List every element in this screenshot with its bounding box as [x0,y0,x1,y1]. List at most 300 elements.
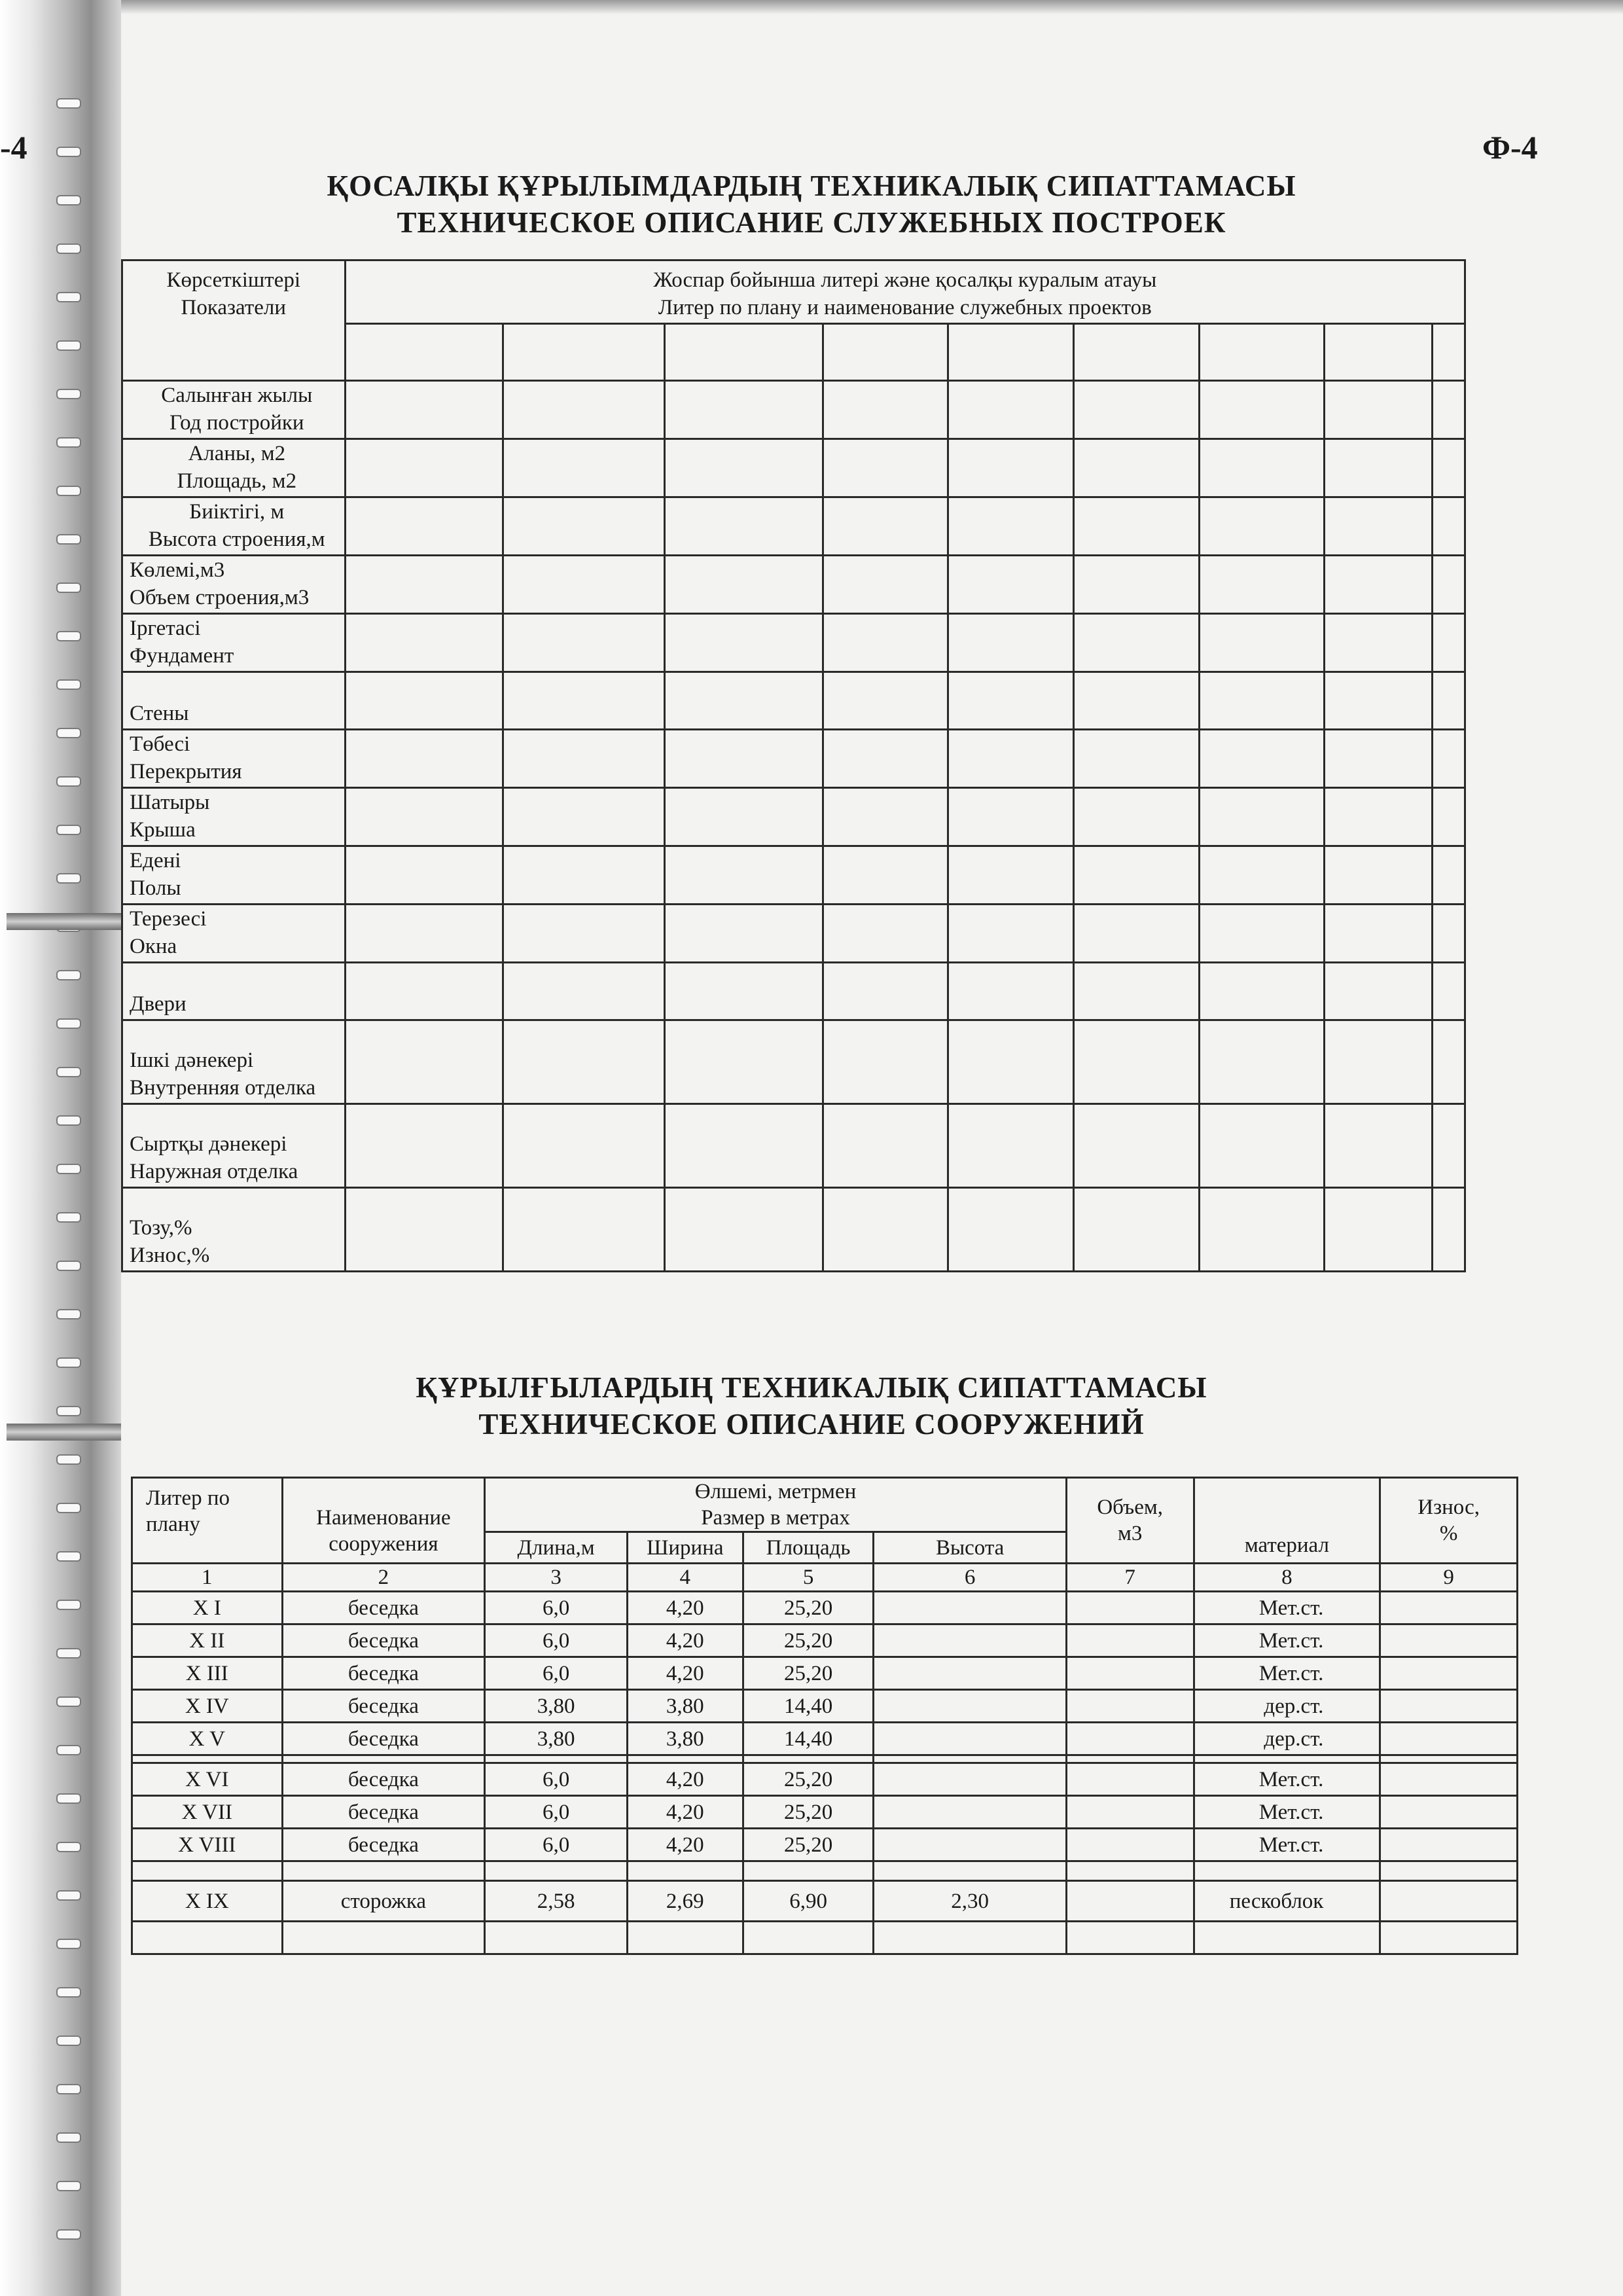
structure-wear-cell [1380,1690,1518,1723]
outbuilding-value-cell [345,788,503,846]
binder-ring [56,873,81,884]
outbuilding-value-cell [823,439,948,497]
indicator-label [122,1188,346,1272]
column-number: 3 [485,1564,628,1592]
structure-name-cell: беседка [282,1657,485,1690]
outbuilding-value-cell [948,381,1074,439]
indicators-header-kz: Көрсеткіштері [166,268,301,292]
indicator-label-ru: Внутренняя отделка [130,1076,316,1100]
structure-width-cell: 4,20 [627,1829,743,1861]
table-cell [1380,1861,1518,1881]
indicator-label-ru: Площадь, м2 [177,469,297,493]
outbuilding-value-cell [1325,963,1432,1020]
indicator-label-kz: Ішкі дәнекері [130,1049,254,1072]
binder-ring [56,728,81,738]
binder-ring [56,437,81,448]
structure-height-cell: 2,30 [874,1881,1066,1922]
spacer-row [132,1861,1518,1881]
outbuilding-value-cell [1199,439,1325,497]
structure-height-cell [874,1796,1066,1829]
outbuilding-value-cell [345,846,503,905]
outbuildings-title-kz: ҚОСАЛҚЫ ҚҰРЫЛЫМДАРДЫҢ ТЕХНИКАЛЫҚ СИПАТТАМАСЫ [327,170,1296,202]
outbuilding-value-cell [1073,1188,1199,1272]
structure-name-cell: беседка [282,1723,485,1755]
outbuilding-value-cell [503,672,664,730]
outbuilding-value-cell [1325,1188,1432,1272]
structure-material-cell: Мет.ст. [1194,1592,1380,1624]
structures-title-kz: ҚҰРЫЛҒЫЛАРДЫҢ ТЕХНИКАЛЫҚ СИПАТТАМАСЫ [416,1371,1207,1404]
table-cell [282,1922,485,1954]
outbuilding-value-cell [1325,730,1432,788]
outbuilding-value-cell [1073,556,1199,614]
indicator-label-kz: Двери [130,992,187,1016]
outbuilding-value-cell [1325,672,1432,730]
structure-liter-cell: X V [132,1723,283,1755]
indicator-label-kz: Тозу,% [130,1216,192,1240]
structure-volume-cell [1066,1592,1194,1624]
table-cell [1325,324,1432,381]
outbuilding-value-cell [345,556,503,614]
structure-wear-cell [1380,1723,1518,1755]
indicator-label [122,905,346,963]
structure-liter-cell: X IX [132,1881,283,1922]
binder-ring [56,1406,81,1416]
column-number: 8 [1194,1564,1380,1592]
binder-ring [56,679,81,690]
outbuilding-value-cell [948,556,1074,614]
structure-material-cell: Мет.ст. [1194,1829,1380,1861]
structure-liter-cell: X IV [132,1690,283,1723]
outbuilding-value-cell [664,905,823,963]
structure-row [132,1690,1518,1723]
binder-ring [56,825,81,835]
outbuilding-value-cell [503,614,664,672]
outbuilding-value-cell [1325,556,1432,614]
structure-length-cell: 6,0 [485,1796,628,1829]
outbuilding-value-cell [1073,1104,1199,1188]
indicator-label-kz: Салынған жылы [161,384,313,407]
column-number: 2 [282,1564,485,1592]
structure-wear-cell [1380,1881,1518,1922]
structure-material-cell: пескоблок [1194,1881,1380,1922]
structure-area-cell: 6,90 [743,1881,874,1922]
outbuilding-value-cell [1199,1188,1325,1272]
outbuilding-value-cell [345,672,503,730]
table-cell [1066,1922,1194,1954]
structures-title-ru: ТЕХНИЧЕСКОЕ ОПИСАНИЕ СООРУЖЕНИЙ [478,1408,1145,1441]
structures-title [131,1369,1492,1443]
outbuilding-value-cell [823,1020,948,1104]
table-cell [627,1755,743,1763]
outbuilding-value-cell [948,1104,1074,1188]
structure-area-cell: 25,20 [743,1592,874,1624]
binder-ring [56,2181,81,2191]
structure-liter-cell: X VII [132,1796,283,1829]
outbuilding-value-cell [1432,1020,1465,1104]
outbuilding-value-cell [1073,846,1199,905]
table-cell [948,324,1074,381]
structures-table [131,1477,1518,1955]
indicator-label [122,846,346,905]
outbuilding-value-cell [823,963,948,1020]
name-col-header-line1: Наименование [316,1506,451,1530]
structure-wear-cell [1380,1763,1518,1796]
outbuilding-value-cell [1325,497,1432,556]
outbuilding-value-cell [503,1104,664,1188]
outbuilding-value-cell [1432,614,1465,672]
outbuilding-value-cell [1073,614,1199,672]
indicator-label-kz: Едені [130,849,181,872]
liter-header [345,260,1465,324]
outbuilding-value-cell [664,1020,823,1104]
structure-row [132,1763,1518,1796]
outbuilding-value-cell [1325,439,1432,497]
outbuildings-header-row [122,260,1465,324]
table-cell [132,1922,283,1954]
outbuilding-value-cell [664,556,823,614]
indicator-label [122,614,346,672]
outbuilding-value-cell [823,556,948,614]
binder-ring [56,1890,81,1901]
structure-row [132,1657,1518,1690]
outbuilding-value-cell [1432,672,1465,730]
binder-ring [56,970,81,980]
outbuilding-value-cell [1073,1020,1199,1104]
indicator-label-kz: Аланы, м2 [188,442,286,465]
structure-material-cell: Мет.ст. [1194,1796,1380,1829]
outbuilding-value-cell [1325,614,1432,672]
outbuilding-value-cell [664,439,823,497]
outbuilding-value-cell [1432,905,1465,963]
outbuilding-value-cell [948,614,1074,672]
binder-ring [56,2132,81,2143]
indicator-label-kz: Іргетасі [130,617,201,640]
table-cell [485,1922,628,1954]
structure-length-cell: 6,0 [485,1657,628,1690]
structure-volume-cell [1066,1690,1194,1723]
outbuilding-value-cell [823,1188,948,1272]
outbuilding-value-cell [1199,730,1325,788]
indicator-label-kz: Төбесі [130,732,190,756]
outbuilding-value-cell [664,788,823,846]
table-cell [485,1755,628,1763]
indicator-label [122,439,346,497]
outbuildings-title-ru: ТЕХНИЧЕСКОЕ ОПИСАНИЕ СЛУЖЕБНЫХ ПОСТРОЕК [397,206,1226,239]
structure-area-cell: 14,40 [743,1723,874,1755]
wear-col-header [1380,1478,1518,1564]
wear-col-header-line2: % [1439,1522,1458,1545]
binder-ring [56,1309,81,1319]
outbuilding-value-cell [1073,381,1199,439]
structure-wear-cell [1380,1829,1518,1861]
form-code: Ф-4 [1482,129,1538,166]
indicator-label-ru: Износ,% [130,1244,210,1267]
binder-ring [56,1261,81,1271]
table-cell [627,1861,743,1881]
structure-liter-cell: X II [132,1624,283,1657]
outbuilding-value-cell [503,1188,664,1272]
indicator-label-ru: Наружная отделка [130,1160,298,1183]
dims-col-header-kz: Өлшемі, метрмен [694,1480,857,1503]
outbuilding-value-cell [503,846,664,905]
binder-ring [56,1357,81,1368]
outbuilding-value-cell [823,381,948,439]
outbuilding-value-cell [345,730,503,788]
structure-row [132,1624,1518,1657]
indicator-label-ru: Полы [130,876,181,900]
table-cell [743,1922,874,1954]
binder-ring [56,631,81,641]
page-mark-left: -4 [0,129,27,166]
table-cell [874,1755,1066,1763]
outbuildings-row [122,439,1465,497]
structure-liter-cell: X I [132,1592,283,1624]
table-cell [1066,1861,1194,1881]
outbuilding-value-cell [948,672,1074,730]
table-cell [485,1861,628,1881]
structure-wear-cell [1380,1624,1518,1657]
liter-header-ru: Литер по плану и наименование служебных проектов [658,296,1152,319]
wear-col-header-line1: Износ, [1418,1496,1480,1519]
indicator-label-ru: Фундамент [130,644,234,668]
outbuilding-value-cell [1073,439,1199,497]
outbuilding-value-cell [1199,556,1325,614]
liter-col-header-line2: плану [146,1513,200,1536]
table-cell [874,1922,1066,1954]
indicator-label-ru: Перекрытия [130,760,242,783]
outbuilding-value-cell [1432,1104,1465,1188]
outbuilding-value-cell [503,963,664,1020]
outbuilding-value-cell [948,788,1074,846]
outbuilding-value-cell [664,1188,823,1272]
outbuilding-value-cell [345,381,503,439]
structure-row-empty [132,1922,1518,1954]
binder-ring [56,1164,81,1174]
outbuilding-value-cell [948,439,1074,497]
structure-material-cell: Мет.ст. [1194,1763,1380,1796]
structure-volume-cell [1066,1723,1194,1755]
outbuilding-value-cell [503,497,664,556]
binder-ring [56,1939,81,1949]
structure-width-cell: 4,20 [627,1624,743,1657]
outbuilding-value-cell [823,846,948,905]
structure-height-cell [874,1690,1066,1723]
volume-col-header-line2: м3 [1117,1522,1143,1545]
outbuildings-title [131,168,1492,241]
indicator-label-kz: Стены [130,702,189,725]
structures-header-row [132,1478,1518,1532]
structure-height-cell [874,1723,1066,1755]
outbuildings-row [122,1104,1465,1188]
indicators-header [122,260,346,381]
table-cell [345,324,503,381]
outbuildings-row [122,556,1465,614]
outbuilding-value-cell [823,730,948,788]
outbuilding-value-cell [1199,381,1325,439]
table-cell [1380,1922,1518,1954]
binder-ring [56,2036,81,2046]
binder-clip [7,913,121,930]
structure-wear-cell [1380,1796,1518,1829]
name-col-header-line2: сооружения [329,1532,438,1556]
binder-clip [7,1424,121,1441]
indicator-label [122,1020,346,1104]
binder-ring [56,98,81,109]
indicator-label [122,381,346,439]
volume-col-header-line1: Объем, [1097,1496,1163,1519]
binder-ring [56,1067,81,1077]
structure-height-cell [874,1657,1066,1690]
binder-ring [56,195,81,206]
outbuilding-value-cell [664,672,823,730]
structure-name-cell: беседка [282,1690,485,1723]
binder-ring [56,243,81,254]
structure-area-cell: 25,20 [743,1763,874,1796]
binder-ring [56,292,81,302]
structure-width-cell: 4,20 [627,1592,743,1624]
structure-width-cell: 4,20 [627,1657,743,1690]
structure-length-cell: 6,0 [485,1592,628,1624]
structure-name-cell: беседка [282,1796,485,1829]
outbuildings-row [122,614,1465,672]
indicator-label [122,730,346,788]
outbuilding-value-cell [948,1020,1074,1104]
indicator-label-ru: Крыша [130,818,196,842]
binder-ring [56,1696,81,1707]
area-col-header: Площадь [743,1532,874,1564]
binder-ring [56,1987,81,1998]
outbuilding-value-cell [948,846,1074,905]
column-number: 4 [627,1564,743,1592]
indicator-label [122,788,346,846]
dims-col-header-ru: Размер в метрах [701,1506,850,1530]
outbuilding-value-cell [1073,905,1199,963]
outbuildings-row [122,846,1465,905]
structure-material-cell: Мет.ст. [1194,1624,1380,1657]
outbuildings-row [122,963,1465,1020]
indicators-header-ru: Показатели [181,296,287,319]
indicator-label-ru: Год постройки [169,411,304,435]
table-cell [664,324,823,381]
structure-length-cell: 6,0 [485,1624,628,1657]
indicator-label [122,963,346,1020]
binder-ring [56,583,81,593]
material-col-header: материал [1194,1478,1380,1564]
structure-width-cell: 4,20 [627,1796,743,1829]
table-cell [503,324,664,381]
structure-row [132,1592,1518,1624]
column-number-row [132,1564,1518,1592]
structure-length-cell: 3,80 [485,1690,628,1723]
indicator-label-kz: Шатыры [130,791,210,814]
structure-row [132,1881,1518,1922]
table-cell [1199,324,1325,381]
structure-material-cell: дер.ст. [1194,1690,1380,1723]
structure-row [132,1723,1518,1755]
structure-width-cell: 3,80 [627,1723,743,1755]
outbuilding-value-cell [503,788,664,846]
outbuilding-value-cell [948,963,1074,1020]
binder-ring [56,1745,81,1755]
table-cell [1194,1861,1380,1881]
outbuilding-value-cell [1199,1020,1325,1104]
outbuilding-value-cell [1199,497,1325,556]
liter-header-kz: Жоспар бойынша литері және қосалқы куралым атауы [653,268,1157,292]
structure-width-cell: 2,69 [627,1881,743,1922]
outbuilding-value-cell [948,730,1074,788]
volume-col-header [1066,1478,1194,1564]
binder-ring [56,1648,81,1659]
structure-area-cell: 25,20 [743,1624,874,1657]
structure-height-cell [874,1592,1066,1624]
structure-name-cell: беседка [282,1624,485,1657]
outbuilding-value-cell [345,439,503,497]
indicator-label-ru: Окна [130,935,177,958]
outbuilding-value-cell [503,381,664,439]
table-cell [282,1861,485,1881]
binder-ring [56,534,81,545]
outbuilding-value-cell [503,439,664,497]
table-cell [743,1861,874,1881]
indicator-label-kz: Терезесі [130,907,207,931]
outbuilding-value-cell [1325,905,1432,963]
table-cell [1194,1922,1380,1954]
outbuildings-row [122,1020,1465,1104]
outbuilding-value-cell [1432,381,1465,439]
structure-wear-cell [1380,1657,1518,1690]
structure-name-cell: беседка [282,1829,485,1861]
outbuildings-row [122,381,1465,439]
indicator-label-kz: Сыртқы дәнекері [130,1132,287,1156]
outbuilding-value-cell [823,905,948,963]
structure-volume-cell [1066,1881,1194,1922]
structure-liter-cell: X VI [132,1763,283,1796]
outbuilding-value-cell [1432,439,1465,497]
outbuilding-value-cell [1432,846,1465,905]
table-cell [627,1922,743,1954]
structure-material-cell: Мет.ст. [1194,1657,1380,1690]
outbuildings-row [122,730,1465,788]
column-number: 9 [1380,1564,1518,1592]
outbuilding-value-cell [345,614,503,672]
outbuilding-value-cell [1073,672,1199,730]
outbuilding-value-cell [345,1020,503,1104]
structure-width-cell: 4,20 [627,1763,743,1796]
outbuilding-value-cell [1432,1188,1465,1272]
indicator-label [122,1104,346,1188]
outbuilding-value-cell [664,1104,823,1188]
column-number: 6 [874,1564,1066,1592]
dims-col-header [485,1478,1067,1532]
table-cell [132,1861,283,1881]
structure-material-cell: дер.ст. [1194,1723,1380,1755]
outbuilding-value-cell [823,497,948,556]
structure-area-cell: 25,20 [743,1829,874,1861]
structure-liter-cell: X VIII [132,1829,283,1861]
structure-wear-cell [1380,1592,1518,1624]
indicator-label-kz: Биіктігі, м [189,500,285,524]
binder-ring [56,776,81,787]
outbuilding-value-cell [345,1104,503,1188]
outbuilding-value-cell [1432,730,1465,788]
indicator-label-kz: Көлемі,м3 [130,558,225,582]
indicator-label [122,672,346,730]
binder-ring [56,2229,81,2240]
outbuilding-value-cell [1432,497,1465,556]
outbuilding-value-cell [1432,963,1465,1020]
binder-ring [56,1842,81,1852]
structure-area-cell: 25,20 [743,1796,874,1829]
